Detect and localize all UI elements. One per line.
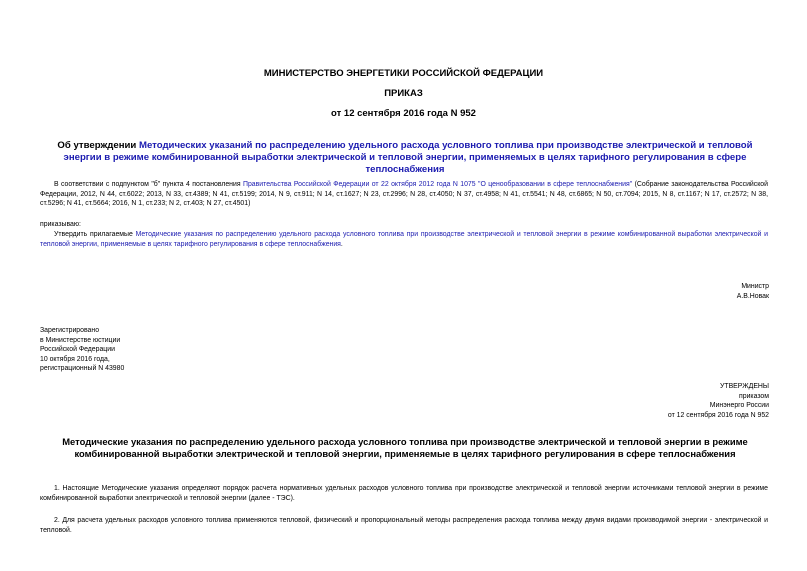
guidelines-title: Методические указания по распределению удельного расхода условного топлива при производстве электрической и тепловой энергии в режиме комбинированной выработки электрической и тепловой энергии, применяемые в целях тарифного регулирования в сфере теплоснабжения <box>62 436 748 459</box>
order-heading: ПРИКАЗ <box>384 88 423 99</box>
registration-line: регистрационный N 43980 <box>40 365 125 372</box>
registration-block <box>40 326 280 374</box>
approval-line: УТВЕРЖДЕНЫ <box>720 383 769 390</box>
preamble-text-start: В соответствии с подпунктом "б" пункта 4 постановления <box>54 181 243 188</box>
preamble-paragraph <box>40 180 768 209</box>
approval-line: Минэнерго России <box>709 402 769 409</box>
registration-line: в Министерстве юстиции <box>40 336 121 344</box>
paragraph-2: 2. Для расчета удельных расходов условного топлива применяются тепловой, физический и пропорциональный методы распределения расхода топлива между двумя видами производимой энергии - электрической и тепловой. <box>40 517 768 534</box>
preamble-text-end: (Собрание законодательства Российской Федерации, 2012, N 44, ст.6022; 2013, N 33, ст.4389; N 41, ст.5199; 2014, N 9, ст.911; N 14, ст.1627; N 23, ст.2996; N 28, ст.4050; N 37, ст.4958; N 41, ст.5541; N 48, ст.6865; N 50, ст.7094; 2015, N 8, ст.1167; N 17, ст.2572; N 38, ст.5296; N 41, ст.5664; 2016, N 1, ст.233; N 2, ст.403; N 27, ст.4501) <box>40 181 768 207</box>
approve-end: . <box>340 240 343 248</box>
approval-line: от 12 сентября 2016 года N 952 <box>667 411 769 419</box>
registration-line: Российской Федерации <box>40 346 115 353</box>
registration-line: 10 октября 2016 года, <box>40 355 110 363</box>
ministry-heading: МИНИСТЕРСТВО ЭНЕРГЕТИКИ РОССИЙСКОЙ ФЕДЕРАЦИИ <box>263 68 544 79</box>
approval-stamp-block <box>529 382 769 420</box>
order-title <box>40 140 770 176</box>
approval-line: приказом <box>739 392 769 400</box>
order-verb: приказываю: <box>40 221 81 228</box>
approve-text: Утвердить прилагаемые <box>54 231 136 238</box>
registration-line: Зарегистрировано <box>40 327 100 334</box>
order-title-prefix: Об утверждении <box>57 140 139 151</box>
paragraph-1: 1. Настоящие Методические указания определяют порядок расчета нормативных удельных расходов условного топлива при производстве электрической и тепловой энергии источниками тепловой энергии в режиме комбинированной выработки электрической и тепловой энергии (далее - ТЭС). <box>40 485 768 502</box>
government-decree-link[interactable]: Правительства Российской Федерации от 22 октября 2012 года N 1075 "О ценообразовании в сфере теплоснабжения" <box>243 181 633 188</box>
signature-block <box>569 282 769 301</box>
order-title-link[interactable]: Методических указаний по распределению удельного расхода условного топлива при производстве электрической и тепловой энергии в режиме комбинированной выработки электрической и тепловой энергии, применяемых в целях тарифного регулирования в сфере теплоснабжения <box>63 140 753 175</box>
guidelines-link[interactable]: Методические указания по распределению удельного расхода условного топлива при производстве электрической и тепловой энергии в режиме комбинированной выработки электрической и тепловой энергии, применяемые в целях тарифного регулирования в сфере теплоснабжения <box>40 231 769 248</box>
minister-name: А.В.Новак <box>736 292 769 300</box>
order-date-number: от 12 сентября 2016 года N 952 <box>331 108 476 119</box>
minister-position: Министр <box>741 283 769 290</box>
approve-paragraph <box>40 230 768 249</box>
